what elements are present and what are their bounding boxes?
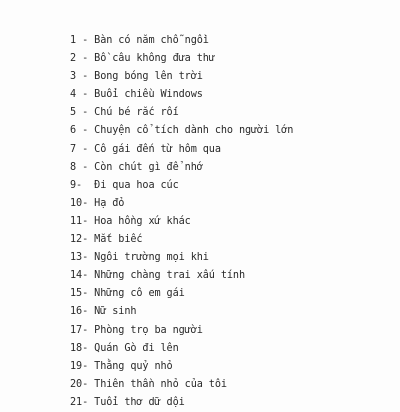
item-title: Những cô em gái (94, 288, 185, 300)
list-item (70, 322, 293, 340)
item-title: Chú bé rắc rối (94, 107, 179, 119)
item-title: Tuổi thơ dữ dội (94, 396, 185, 408)
item-number: 18 (70, 342, 83, 354)
list-item (70, 231, 293, 249)
item-title: Nữ sinh (94, 306, 137, 318)
list-item (70, 104, 293, 122)
item-title: Ngôi trường mọi khi (94, 252, 209, 264)
item-title: Mắt biếc (94, 234, 143, 246)
item-separator: - (82, 378, 95, 390)
item-number: 1 (70, 35, 77, 46)
item-separator: - (82, 324, 95, 336)
item-number: 20 (70, 378, 83, 390)
list-item (70, 195, 293, 213)
list-item (70, 213, 293, 231)
list-item (70, 376, 293, 394)
item-number: 8 (70, 161, 77, 173)
item-number: 4 (70, 89, 77, 101)
item-title: Thằng quỷ nhỏ (94, 360, 173, 372)
item-separator: - (82, 288, 95, 300)
item-separator: - (76, 53, 95, 65)
list-item (70, 340, 293, 358)
list-item (70, 50, 293, 68)
item-title: Phòng trọ ba người (94, 324, 203, 336)
item-separator: - (82, 306, 95, 318)
list-item (70, 141, 293, 159)
list-item (70, 394, 293, 412)
item-separator: - (76, 35, 95, 46)
item-number: 9 (70, 179, 77, 191)
item-title: Bồ câu không đưa thư (94, 53, 215, 65)
item-title: Bong bóng lên trời (94, 71, 203, 83)
item-number: 15 (70, 288, 83, 300)
list-item (70, 177, 293, 195)
list-item (70, 32, 293, 50)
item-separator: - (76, 107, 95, 119)
item-title: Quán Gò đi lên (94, 342, 179, 354)
item-separator: - (76, 143, 95, 155)
item-number: 13 (70, 252, 83, 264)
item-title: Những chàng trai xấu tính (94, 270, 245, 282)
item-title: Chuyện cổ tích dành cho người lớn (94, 125, 294, 137)
list-item (70, 303, 293, 321)
item-separator: - (82, 342, 95, 354)
item-number: 5 (70, 107, 77, 119)
item-number: 7 (70, 143, 77, 155)
item-number: 11 (70, 215, 83, 227)
list-item (70, 358, 293, 376)
item-separator: - (82, 396, 95, 408)
item-separator: - (76, 179, 95, 191)
item-separator: - (82, 215, 95, 227)
item-separator: - (76, 89, 95, 101)
item-number: 10 (70, 197, 83, 209)
item-number: 3 (70, 71, 77, 83)
item-title: Hoa hồng xứ khác (94, 215, 191, 227)
item-separator: - (82, 252, 95, 264)
item-title: Buổi chiều Windows (94, 89, 203, 101)
item-separator: - (82, 360, 95, 372)
list-item (70, 68, 293, 86)
item-separator: - (76, 161, 95, 173)
item-number: 19 (70, 360, 83, 372)
item-separator: - (82, 270, 95, 282)
book-list (70, 32, 293, 412)
item-title: Hạ đỏ (94, 197, 125, 209)
item-title: Thiên thần nhỏ của tôi (94, 378, 227, 390)
item-number: 21 (70, 396, 83, 408)
item-number: 6 (70, 125, 77, 137)
item-title: Đi qua hoa cúc (94, 179, 179, 191)
item-number: 16 (70, 306, 83, 318)
list-item (70, 86, 293, 104)
item-number: 17 (70, 324, 83, 336)
item-number: 14 (70, 270, 83, 282)
item-number: 2 (70, 53, 77, 65)
item-title: Bàn có năm chỗ ngồi (94, 35, 209, 46)
list-item (70, 267, 293, 285)
item-title: Còn chút gì để nhớ (94, 161, 203, 173)
list-item (70, 122, 293, 140)
item-number: 12 (70, 234, 83, 246)
item-separator: - (82, 234, 95, 246)
item-separator: - (82, 197, 95, 209)
list-item (70, 159, 293, 177)
list-item (70, 249, 293, 267)
item-title: Cô gái đến từ hôm qua (94, 143, 221, 155)
list-item (70, 285, 293, 303)
item-separator: - (76, 71, 95, 83)
item-separator: - (76, 125, 95, 137)
